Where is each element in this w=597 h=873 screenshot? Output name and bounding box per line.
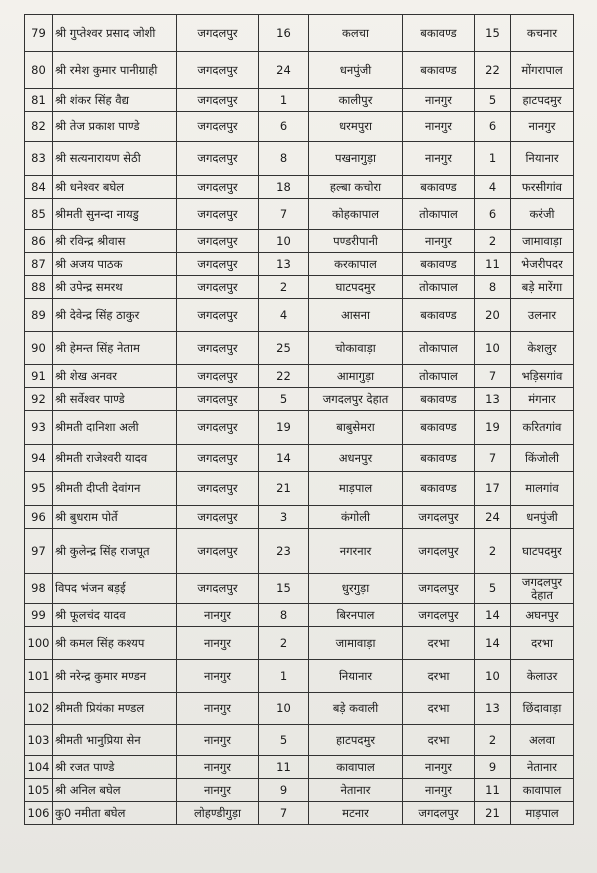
table-row <box>25 779 574 802</box>
table-row <box>25 411 574 445</box>
assigned-village-cell: केशलुर <box>511 332 574 365</box>
serial-number-cell: 106 <box>25 802 53 825</box>
assigned-village-cell: अघनपुर <box>511 604 574 627</box>
home-village-cell: हाटपदमुर <box>309 725 403 756</box>
home-block-cell: जगदलपुर <box>177 142 259 176</box>
assigned-number-cell: 1 <box>475 142 511 176</box>
assigned-number-cell: 5 <box>475 574 511 604</box>
home-village-cell: कोहकापाल <box>309 199 403 230</box>
table-row <box>25 725 574 756</box>
serial-number-cell: 81 <box>25 89 53 112</box>
serial-number-cell: 80 <box>25 52 53 89</box>
home-block-cell: जगदलपुर <box>177 89 259 112</box>
assigned-number-cell: 7 <box>475 445 511 472</box>
assigned-number-cell: 21 <box>475 802 511 825</box>
table-row <box>25 332 574 365</box>
home-village-cell: करकापाल <box>309 253 403 276</box>
assigned-village-cell: घाटपदमुर <box>511 529 574 574</box>
serial-number-cell: 102 <box>25 693 53 725</box>
home-number-cell: 4 <box>259 299 309 332</box>
assigned-village-cell: जगदलपुर देहात <box>511 574 574 604</box>
assigned-block-cell: दरभा <box>403 660 475 693</box>
home-number-cell: 7 <box>259 199 309 230</box>
assigned-number-cell: 24 <box>475 506 511 529</box>
serial-number-cell: 98 <box>25 574 53 604</box>
officer-name-cell: कु0 नमीता बघेल <box>53 802 177 825</box>
home-village-cell: हल्बा कचोरा <box>309 176 403 199</box>
assigned-village-cell: करितगांव <box>511 411 574 445</box>
assigned-village-cell: कचनार <box>511 15 574 52</box>
assigned-number-cell: 6 <box>475 112 511 142</box>
home-block-cell: जगदलपुर <box>177 472 259 506</box>
table-row <box>25 388 574 411</box>
table-row <box>25 253 574 276</box>
assigned-block-cell: बकावण्ड <box>403 176 475 199</box>
officer-name-cell: श्रीमती दानिशा अली <box>53 411 177 445</box>
officer-name-cell: श्री फूलचंद यादव <box>53 604 177 627</box>
assigned-block-cell: बकावण्ड <box>403 253 475 276</box>
assigned-number-cell: 13 <box>475 693 511 725</box>
table-row <box>25 89 574 112</box>
assigned-village-cell: केलाउर <box>511 660 574 693</box>
home-number-cell: 8 <box>259 604 309 627</box>
assigned-block-cell: नानगुर <box>403 142 475 176</box>
home-number-cell: 10 <box>259 230 309 253</box>
home-number-cell: 23 <box>259 529 309 574</box>
officer-name-cell: श्री देवेन्द्र सिंह ठाकुर <box>53 299 177 332</box>
assigned-village-cell: मोंगरापाल <box>511 52 574 89</box>
home-block-cell: जगदलपुर <box>177 574 259 604</box>
home-block-cell: जगदलपुर <box>177 112 259 142</box>
home-number-cell: 7 <box>259 802 309 825</box>
assigned-village-cell: फरसीगांव <box>511 176 574 199</box>
table-row <box>25 802 574 825</box>
home-block-cell: जगदलपुर <box>177 388 259 411</box>
table-row <box>25 142 574 176</box>
assigned-block-cell: बकावण्ड <box>403 15 475 52</box>
assigned-block-cell: दरभा <box>403 725 475 756</box>
officer-name-cell: श्री रमेश कुमार पानीग्राही <box>53 52 177 89</box>
assigned-village-cell: हाटपदमुर <box>511 89 574 112</box>
home-number-cell: 15 <box>259 574 309 604</box>
officer-name-cell: श्रीमती भानुप्रिया सेन <box>53 725 177 756</box>
home-block-cell: नानगुर <box>177 779 259 802</box>
officer-name-cell: श्री हेमन्त सिंह नेताम <box>53 332 177 365</box>
assigned-block-cell: नानगुर <box>403 756 475 779</box>
home-number-cell: 2 <box>259 276 309 299</box>
home-village-cell: अधनपुर <box>309 445 403 472</box>
assigned-village-cell: मालगांव <box>511 472 574 506</box>
officer-name-cell: श्रीमती राजेश्वरी यादव <box>53 445 177 472</box>
officer-name-cell: श्री सत्यनारायण सेठी <box>53 142 177 176</box>
officer-name-cell: श्री बुधराम पोर्ते <box>53 506 177 529</box>
assigned-block-cell: नानगुर <box>403 89 475 112</box>
home-village-cell: घाटपदमुर <box>309 276 403 299</box>
assigned-block-cell: जगदलपुर <box>403 574 475 604</box>
assigned-number-cell: 20 <box>475 299 511 332</box>
table-row <box>25 660 574 693</box>
assigned-block-cell: बकावण्ड <box>403 52 475 89</box>
home-village-cell: आसना <box>309 299 403 332</box>
home-number-cell: 14 <box>259 445 309 472</box>
assigned-village-cell: जामावाड़ा <box>511 230 574 253</box>
table-row <box>25 574 574 604</box>
serial-number-cell: 93 <box>25 411 53 445</box>
serial-number-cell: 97 <box>25 529 53 574</box>
home-number-cell: 9 <box>259 779 309 802</box>
assigned-number-cell: 10 <box>475 660 511 693</box>
home-block-cell: जगदलपुर <box>177 506 259 529</box>
table-row <box>25 230 574 253</box>
assigned-block-cell: बकावण्ड <box>403 299 475 332</box>
home-village-cell: नियानार <box>309 660 403 693</box>
home-village-cell: पखनागुड़ा <box>309 142 403 176</box>
table-row <box>25 15 574 52</box>
assigned-village-cell: मंगनार <box>511 388 574 411</box>
home-number-cell: 19 <box>259 411 309 445</box>
table-row <box>25 52 574 89</box>
serial-number-cell: 94 <box>25 445 53 472</box>
assigned-number-cell: 9 <box>475 756 511 779</box>
home-village-cell: माड़पाल <box>309 472 403 506</box>
table-row <box>25 112 574 142</box>
assigned-number-cell: 8 <box>475 276 511 299</box>
home-number-cell: 2 <box>259 627 309 660</box>
assigned-block-cell: तोकापाल <box>403 365 475 388</box>
assigned-block-cell: जगदलपुर <box>403 529 475 574</box>
serial-number-cell: 87 <box>25 253 53 276</box>
officer-assignment-table <box>24 14 574 825</box>
assigned-number-cell: 15 <box>475 15 511 52</box>
officer-name-cell: श्री रजत पाण्डे <box>53 756 177 779</box>
assigned-number-cell: 14 <box>475 627 511 660</box>
assigned-block-cell: नानगुर <box>403 112 475 142</box>
home-village-cell: आमागुड़ा <box>309 365 403 388</box>
home-block-cell: जगदलपुर <box>177 52 259 89</box>
home-village-cell: बड़े कवाली <box>309 693 403 725</box>
table-row <box>25 365 574 388</box>
home-block-cell: नानगुर <box>177 604 259 627</box>
officer-name-cell: श्री अजय पाठक <box>53 253 177 276</box>
assigned-block-cell: जगदलपुर <box>403 604 475 627</box>
home-village-cell: बिरनपाल <box>309 604 403 627</box>
home-number-cell: 5 <box>259 725 309 756</box>
home-block-cell: जगदलपुर <box>177 299 259 332</box>
table-row <box>25 472 574 506</box>
table-row <box>25 529 574 574</box>
home-number-cell: 13 <box>259 253 309 276</box>
home-village-cell: कावापाल <box>309 756 403 779</box>
home-block-cell: लोहण्डीगुड़ा <box>177 802 259 825</box>
assigned-village-cell: उलनार <box>511 299 574 332</box>
assigned-block-cell: नानगुर <box>403 230 475 253</box>
assigned-village-cell: अलवा <box>511 725 574 756</box>
table-row <box>25 756 574 779</box>
assigned-number-cell: 2 <box>475 725 511 756</box>
serial-number-cell: 84 <box>25 176 53 199</box>
assigned-block-cell: तोकापाल <box>403 199 475 230</box>
assigned-village-cell: नानगुर <box>511 112 574 142</box>
assigned-block-cell: तोकापाल <box>403 332 475 365</box>
home-number-cell: 21 <box>259 472 309 506</box>
assigned-village-cell: धनपुंजी <box>511 506 574 529</box>
home-number-cell: 3 <box>259 506 309 529</box>
officer-name-cell: श्री कुलेन्द्र सिंह राजपूत <box>53 529 177 574</box>
home-village-cell: कालीपुर <box>309 89 403 112</box>
assigned-block-cell: दरभा <box>403 693 475 725</box>
assigned-number-cell: 17 <box>475 472 511 506</box>
assigned-number-cell: 22 <box>475 52 511 89</box>
home-village-cell: धुरगुड़ा <box>309 574 403 604</box>
officer-name-cell: श्रीमती सुनन्दा नायडु <box>53 199 177 230</box>
assigned-number-cell: 11 <box>475 253 511 276</box>
home-block-cell: जगदलपुर <box>177 411 259 445</box>
home-block-cell: जगदलपुर <box>177 176 259 199</box>
serial-number-cell: 103 <box>25 725 53 756</box>
home-number-cell: 1 <box>259 89 309 112</box>
home-block-cell: नानगुर <box>177 725 259 756</box>
table-row <box>25 276 574 299</box>
assigned-village-cell: नियानार <box>511 142 574 176</box>
home-village-cell: बाबुसेमरा <box>309 411 403 445</box>
officer-name-cell: श्री अनिल बघेल <box>53 779 177 802</box>
assigned-village-cell: किंजोली <box>511 445 574 472</box>
assigned-block-cell: बकावण्ड <box>403 472 475 506</box>
assigned-number-cell: 7 <box>475 365 511 388</box>
home-block-cell: जगदलपुर <box>177 332 259 365</box>
assigned-number-cell: 13 <box>475 388 511 411</box>
home-village-cell: कलचा <box>309 15 403 52</box>
assigned-number-cell: 4 <box>475 176 511 199</box>
officer-name-cell: श्री गुप्तेश्वर प्रसाद जोशी <box>53 15 177 52</box>
assigned-block-cell: नानगुर <box>403 779 475 802</box>
home-number-cell: 24 <box>259 52 309 89</box>
assigned-block-cell: जगदलपुर <box>403 506 475 529</box>
serial-number-cell: 95 <box>25 472 53 506</box>
home-block-cell: जगदलपुर <box>177 276 259 299</box>
home-village-cell: जगदलपुर देहात <box>309 388 403 411</box>
assigned-village-cell: बड़े मारेंगा <box>511 276 574 299</box>
serial-number-cell: 82 <box>25 112 53 142</box>
assigned-block-cell: बकावण्ड <box>403 445 475 472</box>
serial-number-cell: 91 <box>25 365 53 388</box>
officer-name-cell: श्रीमती दीप्ती देवांगन <box>53 472 177 506</box>
officer-name-cell: विपद भंजन बड़ई <box>53 574 177 604</box>
assigned-village-cell: नेतानार <box>511 756 574 779</box>
table-row <box>25 604 574 627</box>
home-block-cell: नानगुर <box>177 756 259 779</box>
table-row <box>25 627 574 660</box>
assigned-number-cell: 19 <box>475 411 511 445</box>
officer-name-cell: श्री शंकर सिंह वैद्य <box>53 89 177 112</box>
serial-number-cell: 86 <box>25 230 53 253</box>
home-village-cell: मटनार <box>309 802 403 825</box>
home-block-cell: नानगुर <box>177 627 259 660</box>
assigned-village-cell: माड़पाल <box>511 802 574 825</box>
home-block-cell: नानगुर <box>177 693 259 725</box>
officer-name-cell: श्री धनेश्वर बघेल <box>53 176 177 199</box>
assigned-village-cell: दरभा <box>511 627 574 660</box>
officer-name-cell: श्री नरेन्द्र कुमार मण्डन <box>53 660 177 693</box>
home-number-cell: 18 <box>259 176 309 199</box>
home-number-cell: 8 <box>259 142 309 176</box>
table-body <box>25 15 574 825</box>
officer-name-cell: श्रीमती प्रियंका मण्डल <box>53 693 177 725</box>
serial-number-cell: 89 <box>25 299 53 332</box>
serial-number-cell: 83 <box>25 142 53 176</box>
table-row <box>25 176 574 199</box>
assigned-number-cell: 5 <box>475 89 511 112</box>
home-number-cell: 16 <box>259 15 309 52</box>
home-block-cell: जगदलपुर <box>177 365 259 388</box>
assigned-village-cell: भेजरीपदर <box>511 253 574 276</box>
home-number-cell: 5 <box>259 388 309 411</box>
serial-number-cell: 105 <box>25 779 53 802</box>
home-number-cell: 1 <box>259 660 309 693</box>
assigned-number-cell: 6 <box>475 199 511 230</box>
serial-number-cell: 101 <box>25 660 53 693</box>
officer-name-cell: श्री सर्वेश्वर पाण्डे <box>53 388 177 411</box>
assigned-number-cell: 2 <box>475 529 511 574</box>
home-village-cell: धनपुंजी <box>309 52 403 89</box>
home-block-cell: नानगुर <box>177 660 259 693</box>
assigned-village-cell: करंजी <box>511 199 574 230</box>
officer-name-cell: श्री शेख अनवर <box>53 365 177 388</box>
serial-number-cell: 100 <box>25 627 53 660</box>
assigned-number-cell: 10 <box>475 332 511 365</box>
home-village-cell: नगरनार <box>309 529 403 574</box>
home-village-cell: चोकावाड़ा <box>309 332 403 365</box>
table-row <box>25 299 574 332</box>
assigned-village-cell: भड़िसगांव <box>511 365 574 388</box>
officer-name-cell: श्री उपेन्द्र समरथ <box>53 276 177 299</box>
assigned-block-cell: बकावण्ड <box>403 388 475 411</box>
home-block-cell: जगदलपुर <box>177 199 259 230</box>
home-village-cell: पण्डरीपानी <box>309 230 403 253</box>
assigned-block-cell: बकावण्ड <box>403 411 475 445</box>
home-number-cell: 25 <box>259 332 309 365</box>
table-row <box>25 693 574 725</box>
home-number-cell: 10 <box>259 693 309 725</box>
officer-name-cell: श्री तेज प्रकाश पाण्डे <box>53 112 177 142</box>
officer-name-cell: श्री कमल सिंह कश्यप <box>53 627 177 660</box>
assigned-number-cell: 2 <box>475 230 511 253</box>
home-block-cell: जगदलपुर <box>177 253 259 276</box>
assigned-block-cell: दरभा <box>403 627 475 660</box>
home-block-cell: जगदलपुर <box>177 445 259 472</box>
table-row <box>25 445 574 472</box>
serial-number-cell: 92 <box>25 388 53 411</box>
serial-number-cell: 104 <box>25 756 53 779</box>
serial-number-cell: 90 <box>25 332 53 365</box>
assigned-block-cell: जगदलपुर <box>403 802 475 825</box>
home-village-cell: कंगोली <box>309 506 403 529</box>
serial-number-cell: 96 <box>25 506 53 529</box>
serial-number-cell: 79 <box>25 15 53 52</box>
home-village-cell: नेतानार <box>309 779 403 802</box>
home-block-cell: जगदलपुर <box>177 15 259 52</box>
table-row <box>25 506 574 529</box>
home-number-cell: 6 <box>259 112 309 142</box>
assigned-village-cell: छिंदावाड़ा <box>511 693 574 725</box>
home-block-cell: जगदलपुर <box>177 230 259 253</box>
serial-number-cell: 85 <box>25 199 53 230</box>
home-number-cell: 11 <box>259 756 309 779</box>
table-row <box>25 199 574 230</box>
serial-number-cell: 99 <box>25 604 53 627</box>
officer-name-cell: श्री रविन्द्र श्रीवास <box>53 230 177 253</box>
assigned-number-cell: 14 <box>475 604 511 627</box>
home-number-cell: 22 <box>259 365 309 388</box>
serial-number-cell: 88 <box>25 276 53 299</box>
home-village-cell: धरमपुरा <box>309 112 403 142</box>
home-block-cell: जगदलपुर <box>177 529 259 574</box>
assigned-number-cell: 11 <box>475 779 511 802</box>
home-village-cell: जामावाड़ा <box>309 627 403 660</box>
assigned-village-cell: कावापाल <box>511 779 574 802</box>
assigned-block-cell: तोकापाल <box>403 276 475 299</box>
